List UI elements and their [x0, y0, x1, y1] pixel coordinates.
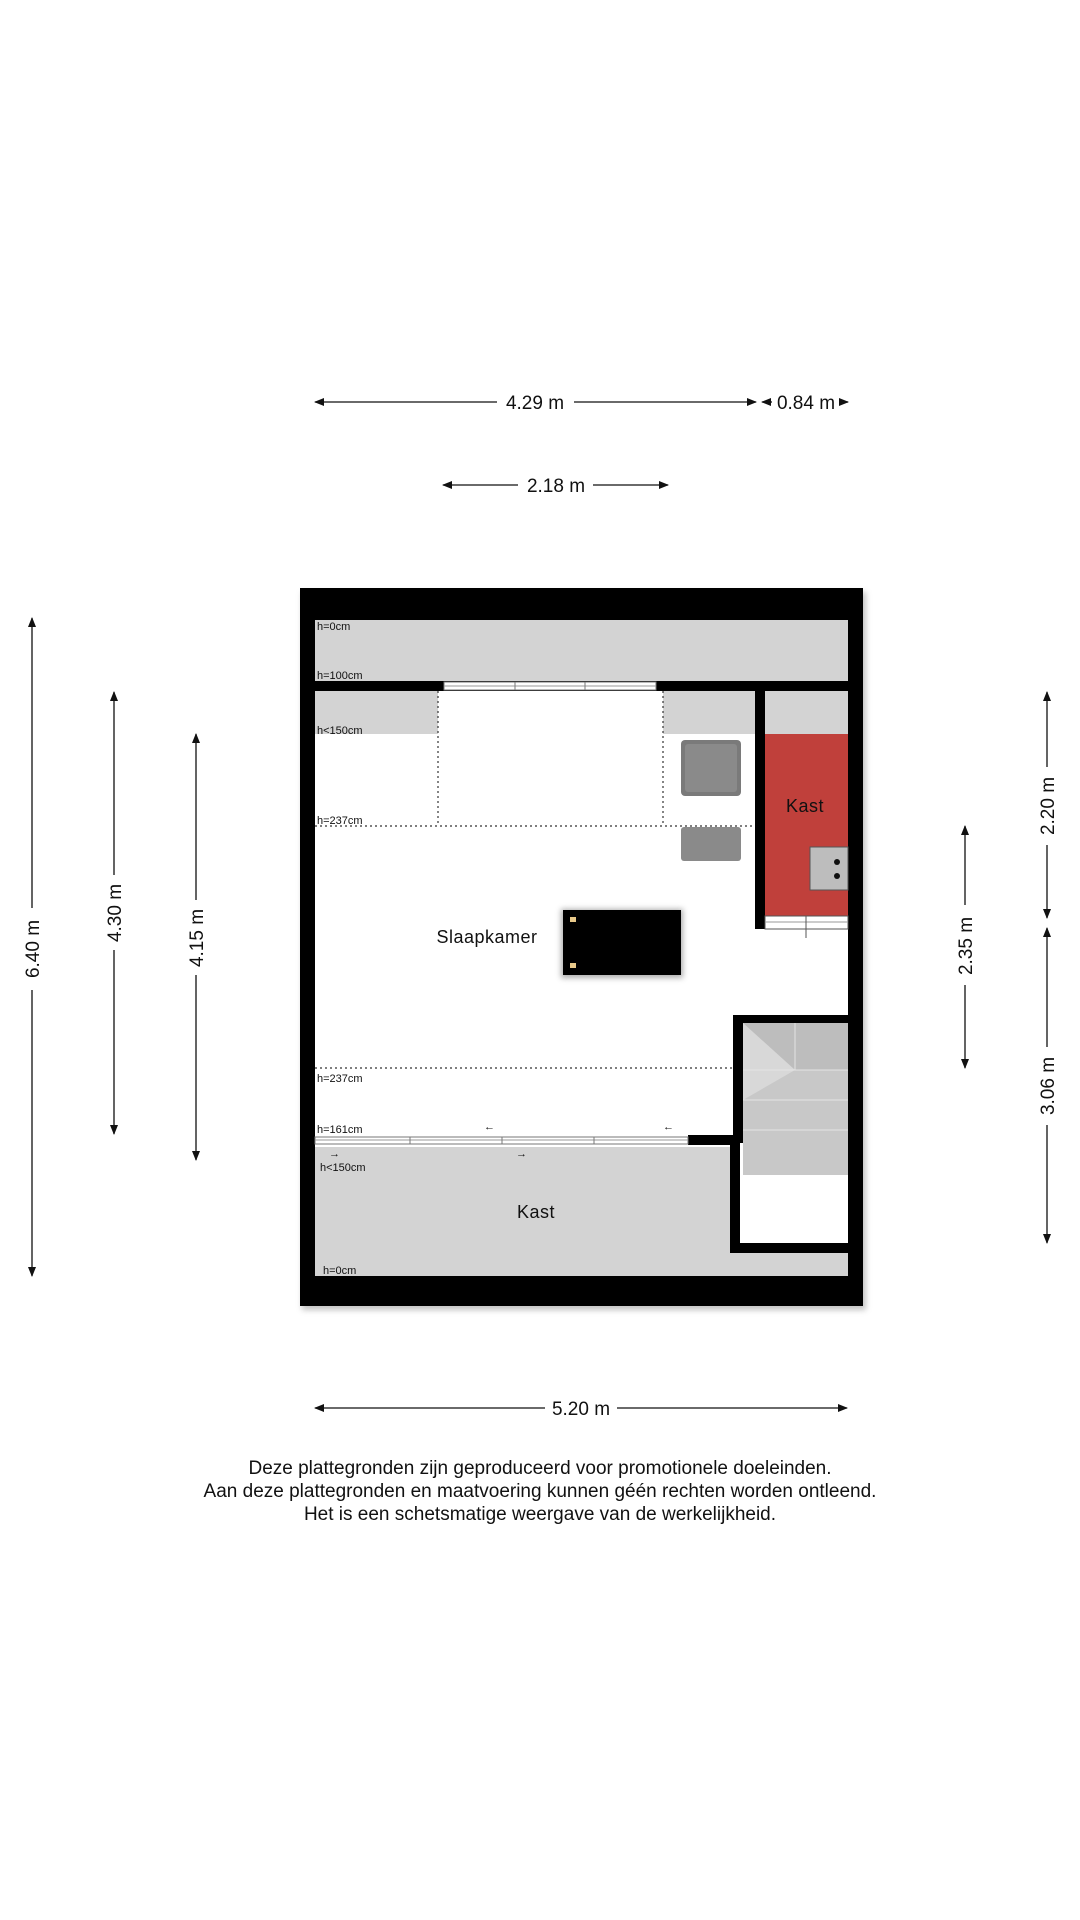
closet-low-zone	[765, 691, 848, 734]
dimension-bottom	[315, 1399, 847, 1420]
bottom-inner-wall	[688, 1135, 740, 1145]
top-window	[444, 682, 656, 690]
closet-wall	[755, 691, 765, 929]
dimension-label: 6.40 m	[23, 919, 44, 979]
svg-text:←: ←	[484, 1121, 495, 1133]
washing-machine	[810, 847, 848, 890]
height-label: h=237cm	[317, 1073, 363, 1085]
room-label-bedroom: Slaapkamer	[436, 927, 538, 947]
dimension-label: 2.18 m	[526, 476, 586, 497]
height-label: h=100cm	[317, 670, 363, 682]
dimension-right-top	[1038, 692, 1059, 918]
dimension-label: 5.20 m	[551, 1399, 611, 1420]
dimension-label: 0.84 m	[776, 393, 836, 414]
height-label: h=0cm	[317, 621, 351, 633]
room-label-closet-bottom: Kast	[516, 1202, 556, 1222]
stair-wall-bottom	[730, 1243, 848, 1253]
height-label: h=161cm	[317, 1124, 363, 1136]
height-label: h<150cm	[320, 1162, 366, 1174]
svg-text:→: →	[516, 1148, 527, 1160]
disclaimer-line: Het is een schetsmatige weergave van de werkelijkheid.	[303, 1504, 777, 1525]
dimension-label: 4.30 m	[105, 883, 126, 943]
svg-text:→: →	[329, 1148, 340, 1160]
height-label: h<150cm	[317, 725, 363, 737]
dimension-top-right	[762, 393, 848, 414]
dimension-right-inner	[956, 826, 977, 1068]
dimension-label: 3.06 m	[1038, 1056, 1059, 1116]
dimension-left-total	[23, 618, 44, 1276]
dimension-label: 4.15 m	[187, 908, 208, 968]
staircase	[733, 1015, 848, 1243]
dimension-left-middle	[105, 692, 126, 1134]
desk	[561, 909, 683, 978]
dimension-label: 4.29 m	[505, 393, 565, 414]
top-eave-area	[315, 620, 848, 681]
svg-text:←: ←	[663, 1121, 674, 1133]
stair-wall-left	[730, 1135, 740, 1253]
dimension-label: 2.20 m	[1038, 776, 1059, 836]
disclaimer-line: Deze plattegronden zijn geproduceerd voor promotionele doeleinden.	[248, 1458, 832, 1479]
low-ceiling-zone-right	[663, 691, 755, 734]
closet-bottom-ext	[730, 1253, 848, 1276]
dimension-top-window	[443, 476, 668, 497]
dimension-right-bottom	[1038, 928, 1059, 1243]
height-label: h=0cm	[323, 1265, 357, 1277]
disclaimer-line: Aan deze plattegronden en maatvoering kunnen géén rechten worden ontleend.	[203, 1481, 877, 1502]
dimension-top-main	[315, 393, 756, 414]
dimension-left-inner	[187, 734, 208, 1160]
height-label: h=237cm	[317, 815, 363, 827]
dimension-label: 2.35 m	[956, 916, 977, 976]
room-label-closet-right: Kast	[785, 796, 825, 816]
disclaimer	[0, 1457, 1080, 1526]
